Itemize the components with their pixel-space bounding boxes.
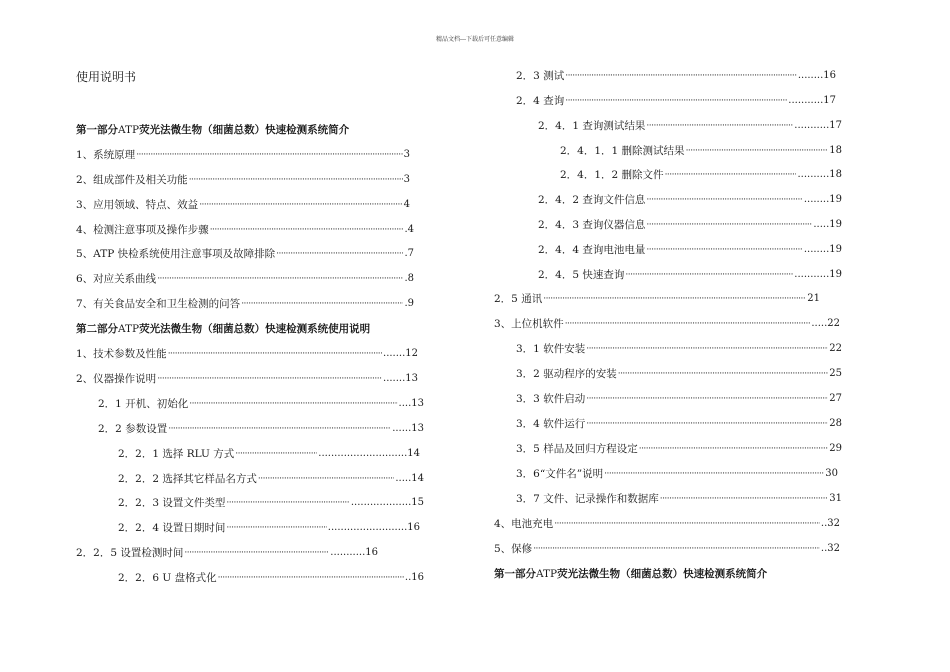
toc-entry[interactable]: 4、检测注意事项及操作步骤 ····· .4 bbox=[76, 221, 414, 237]
toc-entry[interactable]: 2．2．4 设置日期时间 ····· .........................16 bbox=[118, 519, 420, 535]
toc-entry[interactable]: 3．2 驱动程序的安装 ····· 25 bbox=[516, 365, 842, 381]
toc-entry[interactable]: 3．4 软件运行 ····· 28 bbox=[516, 415, 842, 431]
toc-entry[interactable]: 4、电池充电 ····· ..32 bbox=[494, 515, 840, 531]
toc-entry[interactable]: 2．4．2 查询文件信息 ····· ........19 bbox=[538, 191, 842, 207]
toc-entry[interactable]: 2．2．3 设置文件类型 ····· ...................15 bbox=[118, 494, 424, 510]
toc-entry[interactable]: 2．4．1．2 删除文件 ····· ..........18 bbox=[560, 166, 842, 182]
document-title: 使用说明书 bbox=[76, 70, 137, 84]
toc-entry[interactable]: 2．3 测试 ····· ........16 bbox=[516, 67, 836, 83]
toc-entry[interactable]: 2．4．5 快速查询 ····· ...........19 bbox=[538, 266, 842, 282]
toc-entry[interactable]: 3．7 文件、记录操作和数据库 ····· 31 bbox=[516, 490, 842, 506]
toc-entry[interactable]: 5、ATP 快检系统使用注意事项及故障排除 ····· .7 bbox=[76, 245, 414, 261]
toc-entry[interactable]: 3．5 样品及回归方程设定 ····· 29 bbox=[516, 440, 842, 456]
toc-entry[interactable]: 3．6“文件名”说明 ····· 30 bbox=[516, 465, 838, 481]
toc-entry[interactable]: 1、技术参数及性能 ····· .......12 bbox=[76, 345, 418, 361]
toc-entry[interactable]: 2．4 查询 ····· ...........17 bbox=[516, 92, 836, 108]
toc-entry[interactable]: 2．2．1 选择 RLU 方式 ····· ............................14 bbox=[118, 445, 420, 461]
toc-entry[interactable]: 2．2．5 设置检测时间 ····· ...........16 bbox=[76, 544, 378, 560]
toc-entry[interactable]: 2．4．1 查询测试结果 ····· ...........17 bbox=[538, 117, 842, 133]
toc-entry[interactable]: 6、对应关系曲线 ····· .8 bbox=[76, 270, 414, 286]
toc-entry[interactable]: 2、仪器操作说明 ····· .......13 bbox=[76, 370, 418, 386]
left-section-2-heading: 第二部分ATP荧光法微生物（细菌总数）快速检测系统使用说明 bbox=[76, 323, 371, 335]
toc-entry[interactable]: 3、上位机软件 ····· .....22 bbox=[494, 315, 840, 331]
left-section-1-heading: 第一部分ATP荧光法微生物（细菌总数）快速检测系统简介 bbox=[76, 124, 350, 136]
toc-entry[interactable]: 2．1 开机、初始化 ····· ....13 bbox=[98, 395, 424, 411]
toc-entry[interactable]: 3．3 软件启动 ····· 27 bbox=[516, 390, 842, 406]
toc-entry[interactable]: 3、应用领域、特点、效益 ····· 4 bbox=[76, 196, 410, 212]
toc-entry[interactable]: 2．4．3 查询仪器信息 ····· .....19 bbox=[538, 216, 842, 232]
toc-entry[interactable]: 2．2．2 选择其它样品名方式 ····· .....14 bbox=[118, 470, 424, 486]
toc-entry[interactable]: 2．2 参数设置 ····· ......13 bbox=[98, 420, 424, 436]
toc-entry[interactable]: 1、系统原理 ····· 3 bbox=[76, 146, 410, 162]
toc-entry[interactable]: 2．5 通讯 ····· 21 bbox=[494, 290, 820, 306]
toc-entry[interactable]: 3．1 软件安装 ····· 22 bbox=[516, 340, 842, 356]
toc-entry[interactable]: 2、组成部件及相关功能 ····· 3 bbox=[76, 171, 410, 187]
toc-entry[interactable]: 2．4．1．1 删除测试结果 ····· 18 bbox=[560, 142, 842, 158]
toc-entry[interactable]: 2．2．6 U 盘格式化 ····· ..16 bbox=[118, 569, 424, 585]
page-header-note: 精品文档---下载后可任意编辑 bbox=[435, 36, 515, 43]
right-section-1-heading: 第一部分ATP荧光法微生物（细菌总数）快速检测系统简介 bbox=[494, 568, 768, 580]
toc-entry[interactable]: 2．4．4 查询电池电量 ····· ........19 bbox=[538, 241, 842, 257]
toc-entry[interactable]: 5、保修 ····· ..32 bbox=[494, 540, 840, 556]
toc-entry[interactable]: 7、有关食品安全和卫生检测的问答 ····· .9 bbox=[76, 295, 414, 311]
